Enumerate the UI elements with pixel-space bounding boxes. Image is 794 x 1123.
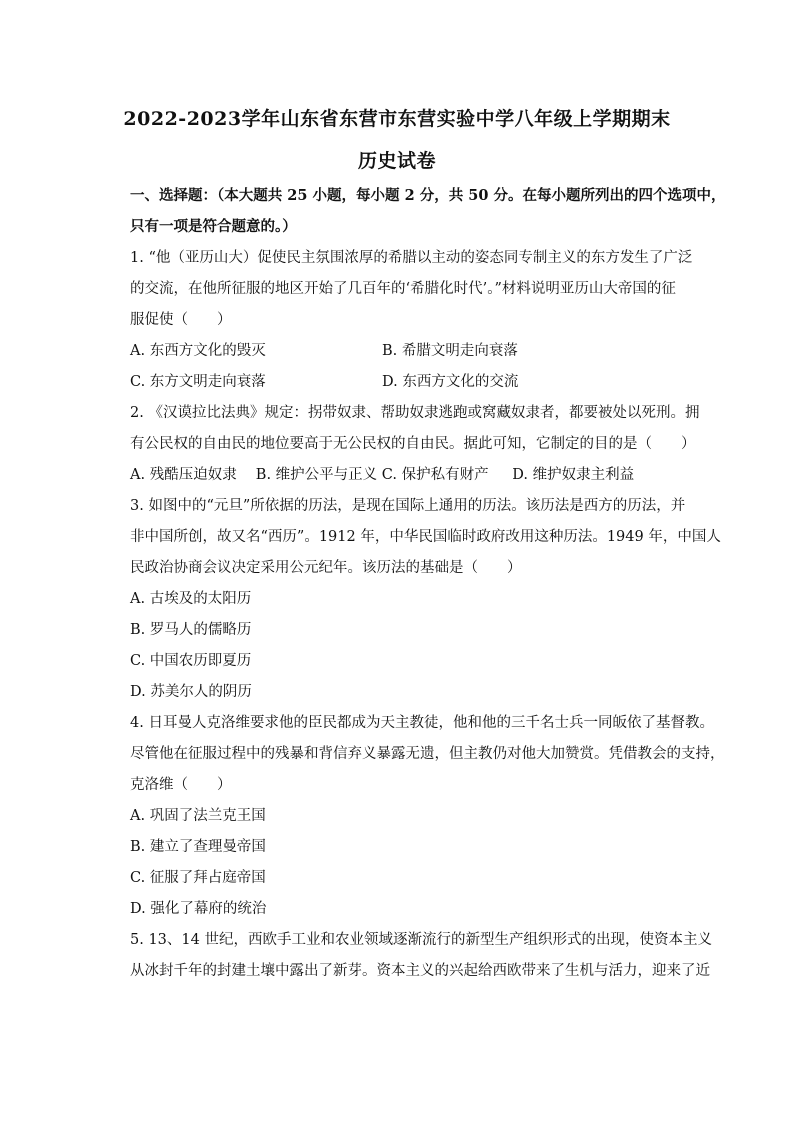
q1-option-b: B. 希腊文明走向衰落: [382, 343, 518, 359]
section-instructions-line2: 只有一项是符合题意的。）: [130, 218, 297, 235]
q3-option-d: D. 苏美尔人的阴历: [130, 684, 252, 700]
q1-stem-line3: 服促使（ ）: [130, 312, 232, 328]
q1-stem-line1: 1. “他（亚历山大）促使民主氛围浓厚的希腊以主动的姿态同专制主义的东方发生了广泛: [130, 250, 693, 266]
q3-option-c: C. 中国农历即夏历: [130, 653, 252, 669]
exam-title-line1: 2022-2023学年山东省东营市东营实验中学八年级上学期期末: [123, 108, 671, 130]
q4-option-b: B. 建立了查理曼帝国: [130, 839, 266, 855]
q2-options: A. 残酷压迫奴隶 B. 维护公平与正义 C. 保护私有财产 D. 维护奴隶主利益: [130, 467, 635, 483]
exam-title-line2: 历史试卷: [357, 150, 436, 172]
q3-option-b: B. 罗马人的儒略历: [130, 622, 252, 638]
q3-option-a: A. 古埃及的太阳历: [130, 591, 252, 607]
q4-stem-line2: 尽管他在征服过程中的残暴和背信弃义暴露无遗，但主教仍对他大加赞赏。凭借教会的支持，: [130, 746, 725, 762]
q1-option-d: D. 东西方文化的交流: [382, 374, 519, 390]
q5-stem-line1: 5. 13、14 世纪，西欧手工业和农业领域逐渐流行的新型生产组织形式的出现，使资本主义: [130, 932, 712, 948]
q4-stem-line3: 克洛维（ ）: [130, 777, 232, 793]
q1-stem-line2: 的交流，在他所征服的地区开始了几百年的‘希腊化时代’。”材料说明亚历山大帝国的征: [130, 281, 676, 297]
q4-stem-line1: 4. 日耳曼人克洛维要求他的臣民都成为天主教徒，他和他的三千名士兵一同皈依了基督教。: [130, 715, 714, 731]
q1-option-a: A. 东西方文化的毁灭: [130, 343, 266, 359]
q4-option-a: A. 巩固了法兰克王国: [130, 808, 266, 824]
q3-stem-line2: 非中国所创，故又名“西历”。1912 年，中华民国临时政府改用这种历法。1949 年，中国人: [130, 529, 721, 545]
q5-stem-line2: 从冰封千年的封建土壤中露出了新芽。资本主义的兴起给西欧带来了生机与活力，迎来了近: [130, 963, 710, 979]
q4-option-c: C. 征服了拜占庭帝国: [130, 870, 266, 886]
q3-stem-line3: 民政治协商会议决定采用公元纪年。该历法的基础是（ ）: [130, 560, 522, 576]
q4-option-d: D. 强化了幕府的统治: [130, 901, 267, 917]
q2-stem-line1: 2. 《汉谟拉比法典》规定：拐带奴隶、帮助奴隶逃跑或窝藏奴隶者，都要被处以死刑。拥: [130, 405, 700, 421]
q2-stem-line2: 有公民权的自由民的地位要高于无公民权的自由民。据此可知，它制定的目的是（ ）: [130, 436, 696, 452]
section-instructions-line1: 一、选择题：（本大题共 25 小题，每小题 2 分，共 50 分。在每小题所列出的四个选项中，: [130, 187, 726, 204]
q1-option-c: C. 东方文明走向衰落: [130, 374, 266, 390]
q3-stem-line1: 3. 如图中的“元旦”所依据的历法，是现在国际上通用的历法。该历法是西方的历法，并: [130, 498, 686, 514]
